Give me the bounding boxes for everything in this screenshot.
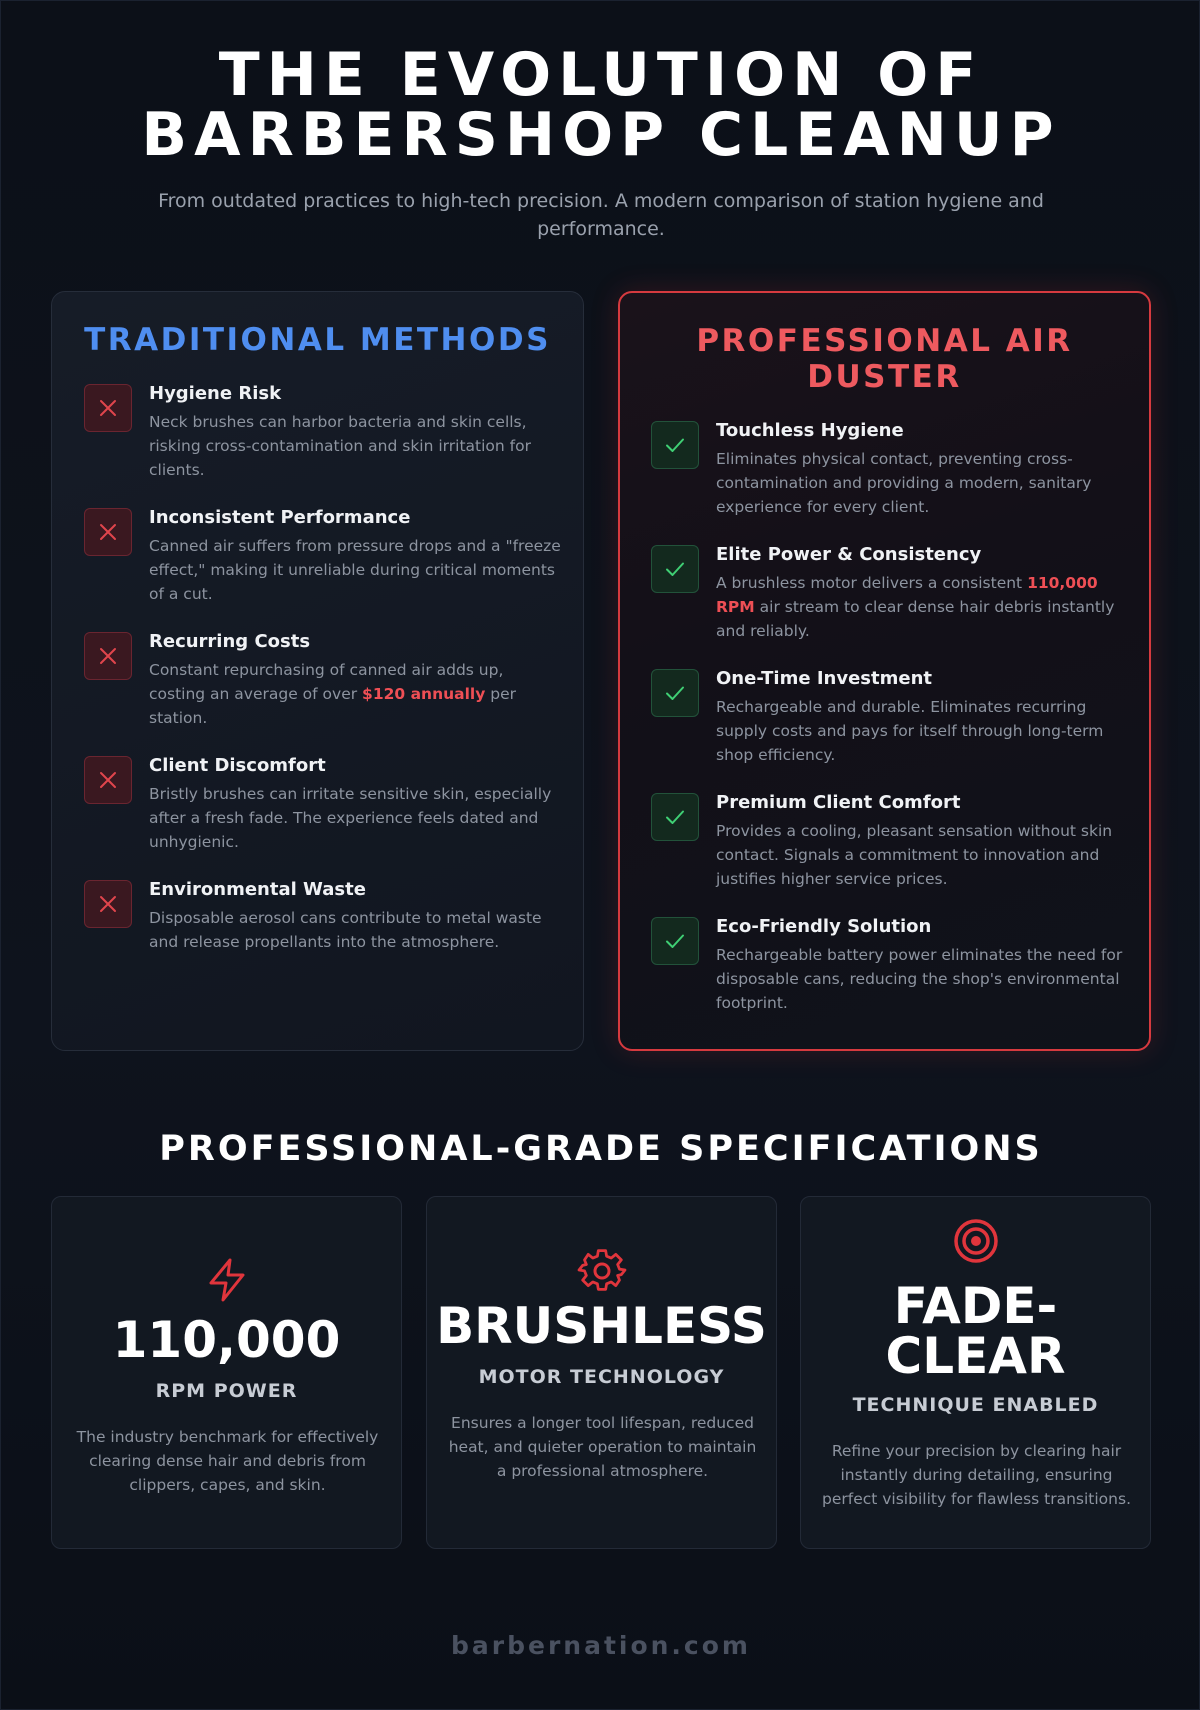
item-description: Disposable aerosol cans contribute to metal waste and release propellants into the atmosphere. — [149, 909, 542, 951]
item-title: Recurring Costs — [149, 631, 311, 652]
item-description: Eliminates physical contact, preventing cross-contamination and providing a modern, sanitary experience for every client. — [716, 450, 1092, 516]
item-description: Rechargeable and durable. Eliminates recurring supply costs and pays for itself through long-term shop efficiency. — [716, 698, 1104, 764]
spec-card-fade-clear — [800, 1196, 1151, 1549]
check-icon — [651, 421, 699, 469]
footer-site-link[interactable]: barbernation.com — [451, 1631, 751, 1660]
traditional-methods-panel — [51, 291, 584, 1051]
spec-description: Ensures a longer tool lifespan, reduced heat, and quieter operation to maintain a professional atmosphere. — [448, 1414, 757, 1480]
item-title: Hygiene Risk — [149, 383, 282, 404]
spec-label: RPM POWER — [155, 1380, 298, 1402]
specifications-title: PROFESSIONAL-GRADE SPECIFICATIONS — [159, 1129, 1043, 1169]
spec-value-line-2: CLEAR — [885, 1327, 1066, 1385]
lightning-icon — [52, 1257, 401, 1303]
page-title — [1, 40, 1200, 170]
spec-card-rpm — [51, 1196, 402, 1549]
spec-description: Refine your precision by clearing hair instantly during detailing, ensuring perfect visibility for flawless transitions. — [821, 1442, 1131, 1508]
item-description — [716, 571, 1131, 643]
item-description: Provides a cooling, pleasant sensation without skin contact. Signals a commitment to innovation and justifies higher service prices. — [716, 822, 1113, 888]
item-description: Bristly brushes can irritate sensitive skin, especially after a fresh fade. The experience feels dated and unhygienic. — [149, 785, 552, 851]
spec-label: TECHNIQUE ENABLED — [852, 1394, 1099, 1416]
page-subtitle: From outdated practices to high-tech precision. A modern comparison of station hygiene and performance. — [158, 190, 1044, 240]
traditional-panel-title: TRADITIONAL METHODS — [84, 322, 551, 358]
item-title: Inconsistent Performance — [149, 507, 411, 528]
spec-label: MOTOR TECHNOLOGY — [478, 1366, 725, 1388]
x-icon — [84, 508, 132, 556]
item-description: Neck brushes can harbor bacteria and skin cells, risking cross-contamination and skin irritation for clients. — [149, 413, 531, 479]
item-description: Rechargeable battery power eliminates the need for disposable cans, reducing the shop's environmental footprint. — [716, 946, 1123, 1012]
check-icon — [651, 669, 699, 717]
target-icon — [801, 1217, 1150, 1265]
item-title: Client Discomfort — [149, 755, 326, 776]
check-icon — [651, 545, 699, 593]
spec-value — [801, 1277, 1150, 1385]
item-title: One-Time Investment — [716, 668, 932, 689]
professional-panel-title: PROFESSIONAL AIR DUSTER — [696, 323, 1073, 395]
x-icon — [84, 756, 132, 804]
desc-text: air stream to clear dense hair debris instantly and reliably. — [716, 598, 1115, 640]
check-icon — [651, 917, 699, 965]
x-icon — [84, 384, 132, 432]
title-line-1: THE EVOLUTION OF — [218, 40, 984, 110]
spec-value: BRUSHLESS — [436, 1297, 767, 1355]
item-title: Eco-Friendly Solution — [716, 916, 932, 937]
professional-air-duster-panel — [618, 291, 1151, 1051]
spec-description: The industry benchmark for effectively clearing dense hair and debris from clippers, capes, and skin. — [76, 1428, 379, 1494]
gear-icon — [427, 1247, 776, 1297]
item-title: Elite Power & Consistency — [716, 544, 982, 565]
rpm-highlight: 110,000 RPM — [716, 574, 1098, 616]
item-title: Premium Client Comfort — [716, 792, 961, 813]
item-description: Canned air suffers from pressure drops and a "freeze effect," making it unreliable during critical moments of a cut. — [149, 537, 561, 603]
desc-text: Constant repurchasing of canned air adds up, costing an average of over — [149, 661, 504, 703]
x-icon — [84, 632, 132, 680]
desc-text: A brushless motor delivers a consistent — [716, 574, 1028, 592]
title-line-2: BARBERSHOP CLEANUP — [141, 100, 1061, 170]
cost-highlight: $120 annually — [362, 685, 486, 703]
check-icon — [651, 793, 699, 841]
spec-value-line-1: FADE- — [893, 1277, 1058, 1335]
desc-text: per station. — [149, 685, 517, 727]
item-title: Touchless Hygiene — [716, 420, 904, 441]
spec-value: 110,000 — [112, 1311, 341, 1369]
spec-card-brushless — [426, 1196, 777, 1549]
item-description — [149, 658, 564, 730]
item-title: Environmental Waste — [149, 879, 366, 900]
x-icon — [84, 880, 132, 928]
